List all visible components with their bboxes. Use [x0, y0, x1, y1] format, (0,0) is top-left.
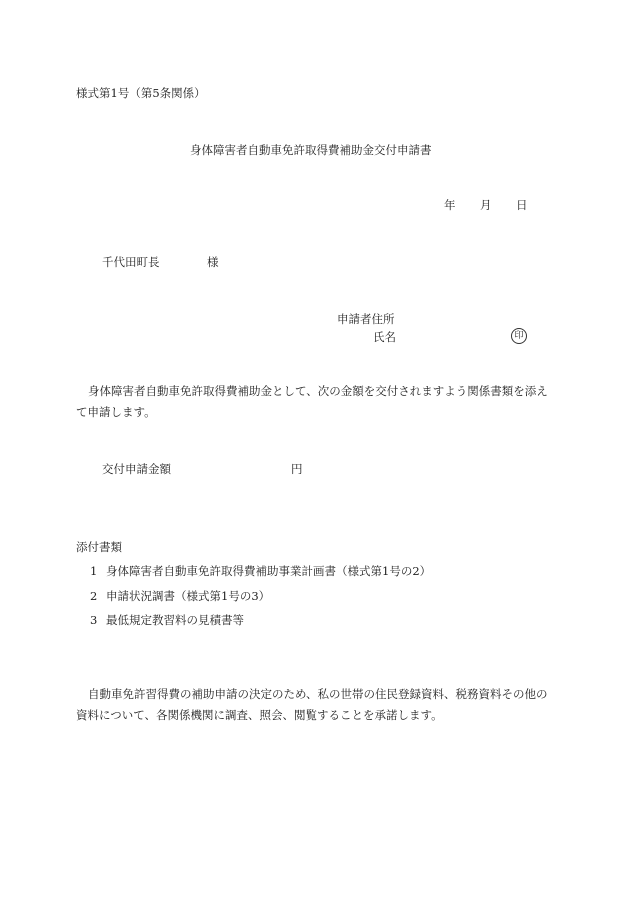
- amount-unit: 円: [291, 462, 303, 476]
- addressee-honorific: 様: [207, 255, 219, 269]
- date-year-label: 年: [444, 198, 456, 212]
- document-title: 身体障害者自動車免許取得費補助金交付申請書: [190, 143, 432, 157]
- date-month-label: 月: [480, 198, 492, 212]
- attachments-heading: 添付書類: [76, 540, 122, 554]
- applicant-name-label: 氏名: [373, 330, 396, 344]
- attachment-text: 身体障害者自動車免許取得費補助事業計画書（様式第1号の2）: [106, 564, 432, 578]
- seal-mark: 印: [511, 328, 527, 344]
- attachment-number: 3: [90, 613, 98, 627]
- attachment-number: 2: [90, 589, 98, 603]
- form-number: 様式第1号（第5条関係）: [76, 86, 206, 100]
- consent-paragraph: 自動車免許習得費の補助申請の決定のため、私の世帯の住民登録資料、税務資料その他の資料について、各関係機関に調査、照会、閲覧することを承諾します。: [76, 687, 548, 722]
- attachment-number: 1: [90, 564, 98, 578]
- request-paragraph: 身体障害者自動車免許取得費補助金として、次の金額を交付されますよう関係書類を添えて申請します。: [76, 384, 548, 419]
- attachment-text: 最低規定教習料の見積書等: [106, 613, 244, 627]
- applicant-address-label: 申請者住所: [337, 312, 395, 326]
- attachment-text: 申請状況調書（様式第1号の3）: [106, 589, 271, 603]
- date-day-label: 日: [516, 198, 528, 212]
- amount-label: 交付申請金額: [102, 462, 171, 476]
- addressee-name: 千代田町長: [102, 255, 160, 269]
